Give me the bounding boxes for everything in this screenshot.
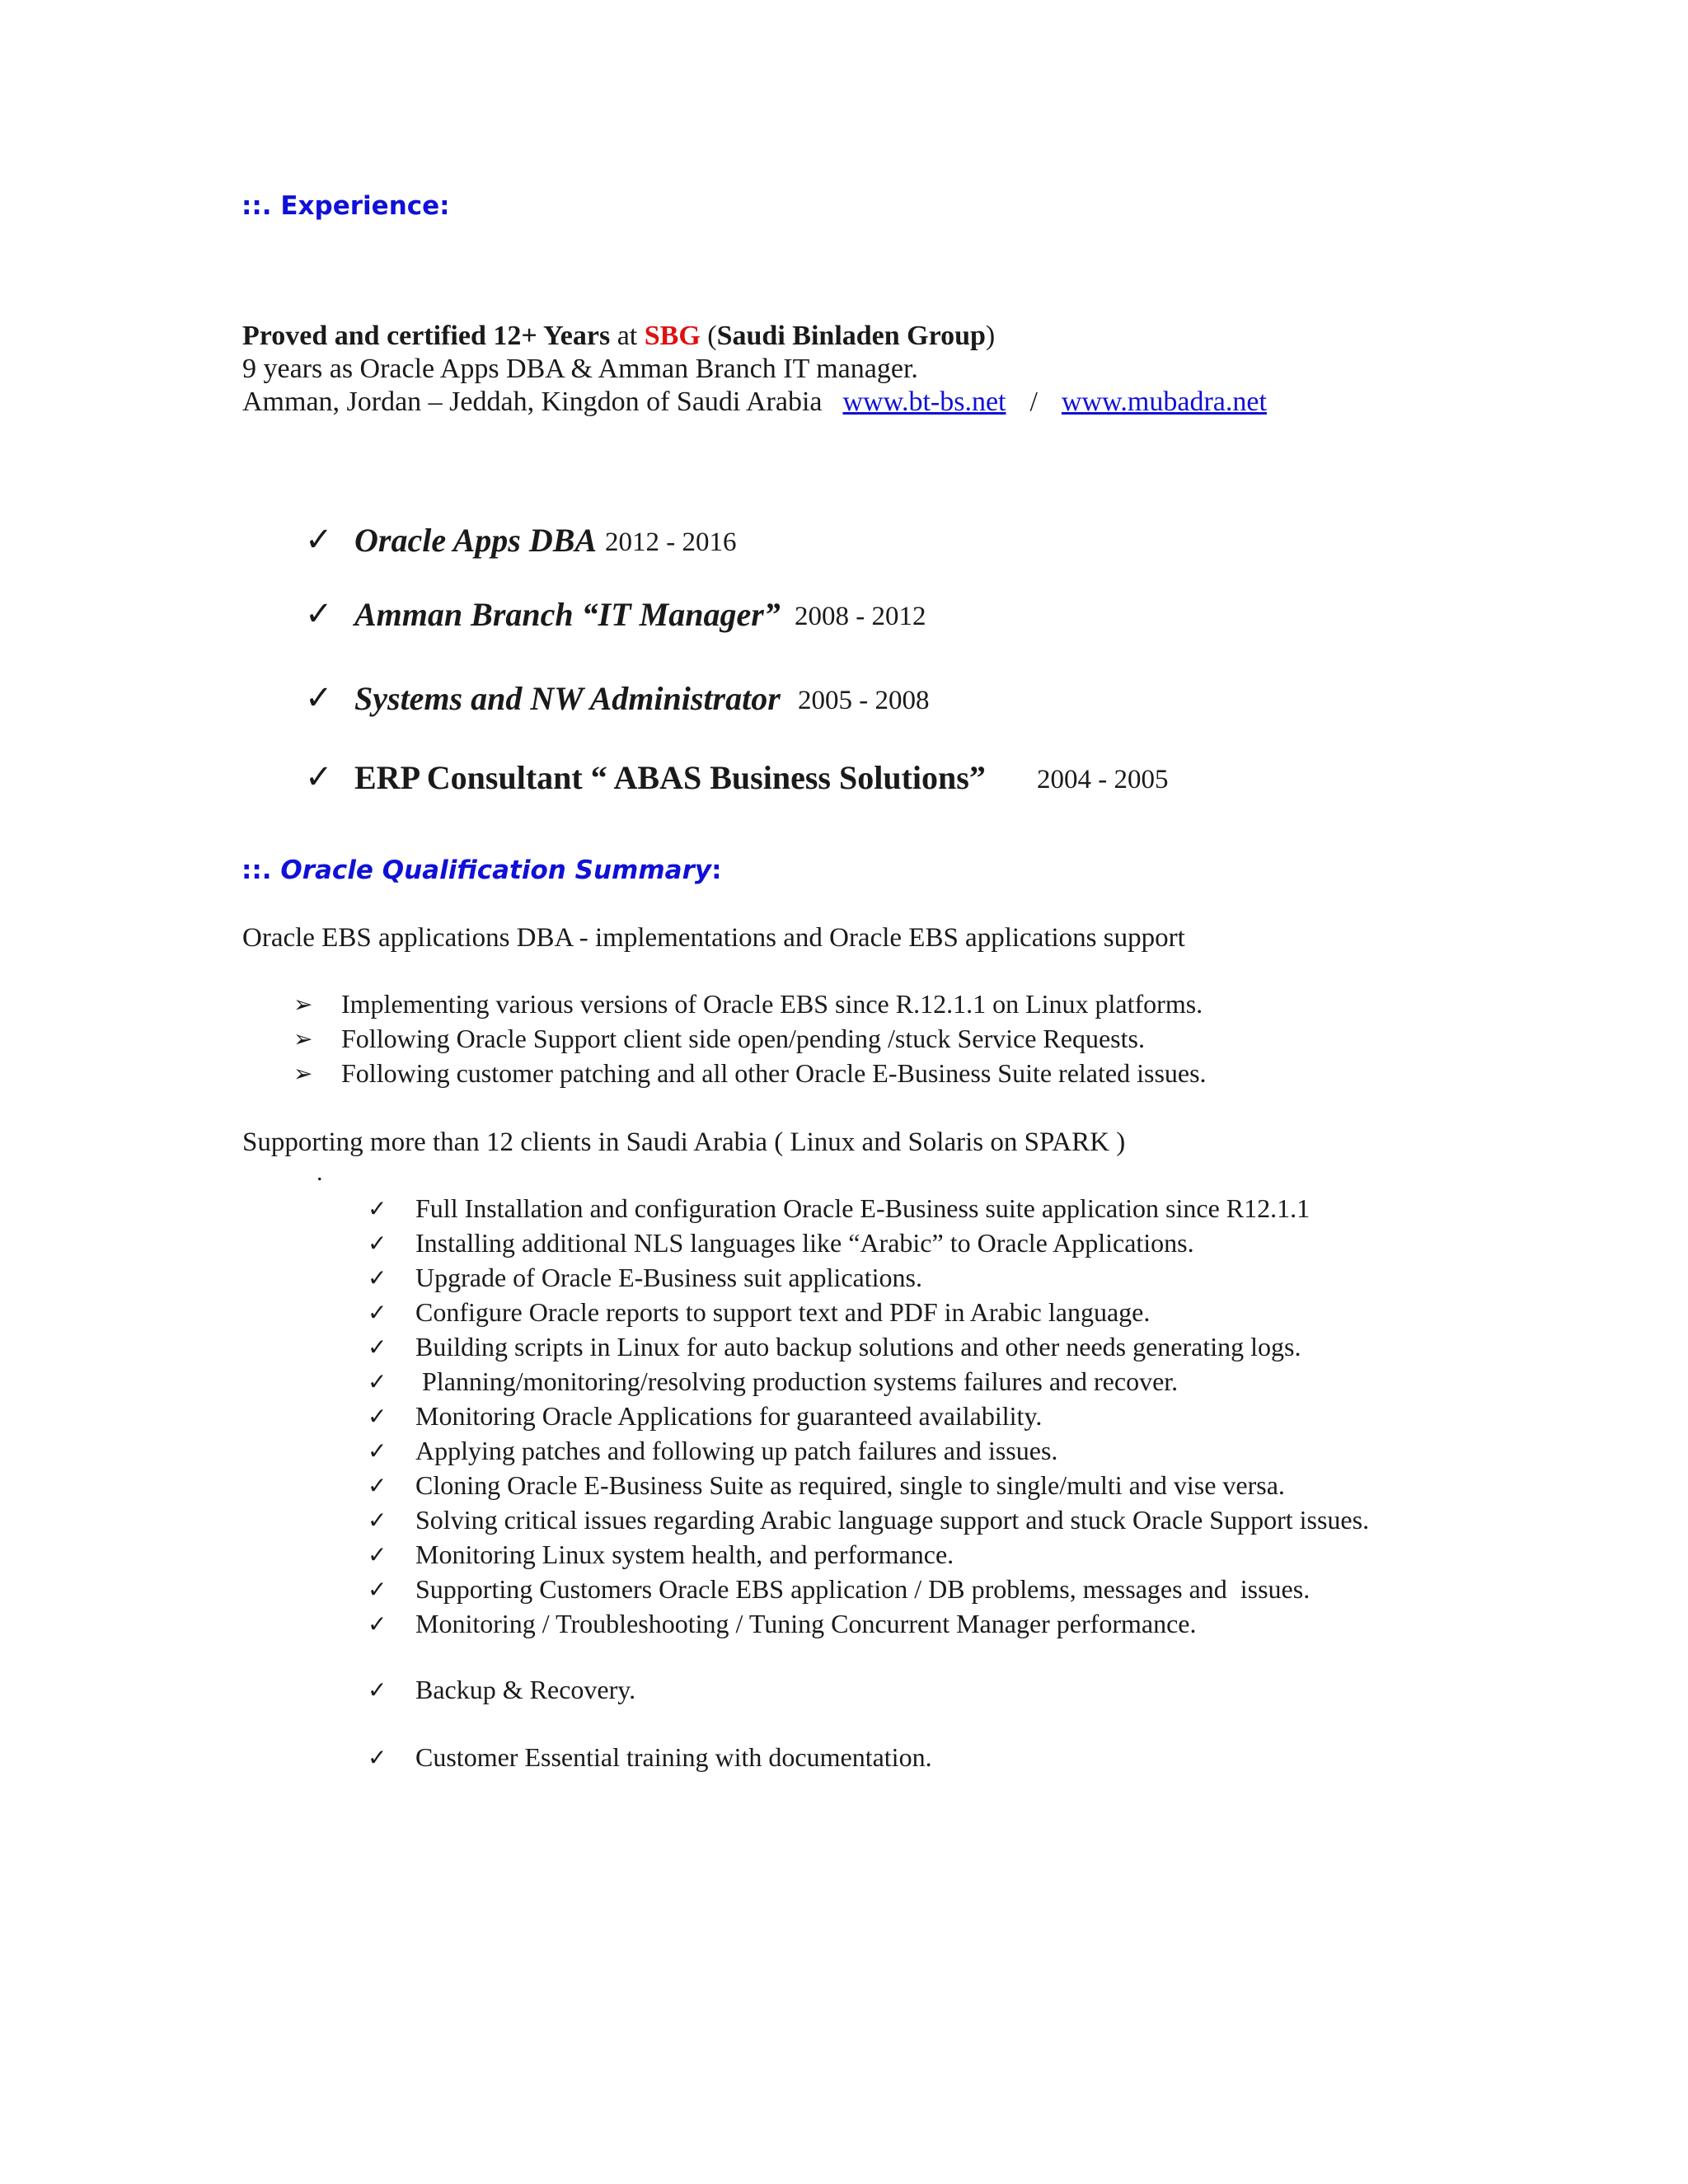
arrow-icon: ➢	[293, 1060, 313, 1087]
experience-heading	[241, 191, 450, 221]
role-title: Amman Branch “IT Manager”	[354, 596, 781, 633]
check-item-text: Solving critical issues regarding Arabic language support and stuck Oracle Support issues.	[415, 1505, 1370, 1535]
check-item-text: Monitoring / Troubleshooting / Tuning Concurrent Manager performance.	[415, 1609, 1197, 1638]
certified-years: Proved and certified 12+ Years	[242, 321, 611, 351]
heading-suffix: :	[711, 855, 722, 885]
heading-prefix: ::.	[241, 191, 281, 221]
check-icon: ✓	[305, 758, 333, 796]
check-item-text: Customer Essential training with documentation.	[415, 1742, 932, 1772]
arrow-icon: ➢	[293, 1025, 313, 1052]
check-icon: ✓	[368, 1472, 387, 1499]
heading-text: Experience:	[280, 191, 450, 221]
check-icon: ✓	[368, 1676, 387, 1704]
check-item-text: Applying patches and following up patch failures and issues.	[415, 1436, 1058, 1465]
check-item-text: Configure Oracle reports to support text and PDF in Arabic language.	[415, 1297, 1151, 1327]
check-item-text: Full Installation and configuration Oracle E-Business suite application since R12.1.1	[415, 1193, 1311, 1223]
link-mubadra[interactable]: www.mubadra.net	[1061, 387, 1267, 417]
role-title: ERP Consultant “ ABAS Business Solutions”	[354, 759, 986, 796]
heading-text: Oracle Qualification Summary	[280, 855, 712, 885]
check-item-text: Monitoring Oracle Applications for guaranteed availability.	[415, 1401, 1043, 1431]
check-item-text: Cloning Oracle E-Business Suite as required, single to single/multi and vise versa.	[415, 1470, 1285, 1500]
company-full-name: Saudi Binladen Group	[716, 321, 986, 351]
stray-dot: .	[316, 1159, 323, 1186]
check-item-text: Installing additional NLS languages like “Arabic” to Oracle Applications.	[415, 1228, 1194, 1258]
arrow-item-text: Implementing various versions of Oracle EBS since R.12.1.1 on Linux platforms.	[341, 989, 1203, 1019]
paren-open: (	[700, 321, 717, 351]
check-item-text: Upgrade of Oracle E-Business suit applications.	[415, 1263, 922, 1292]
arrow-item-text: Following Oracle Support client side open/pending /stuck Service Requests.	[341, 1024, 1145, 1053]
at-text: at	[610, 321, 645, 351]
qualification-heading	[241, 855, 721, 885]
paren-close: )	[985, 321, 996, 351]
check-icon: ✓	[368, 1541, 387, 1568]
check-icon: ✓	[368, 1744, 387, 1771]
arrow-icon: ➢	[293, 991, 313, 1018]
experience-line-1	[242, 320, 995, 353]
check-icon: ✓	[368, 1264, 387, 1291]
link-bt-bs[interactable]: www.bt-bs.net	[842, 387, 1006, 417]
check-icon: ✓	[368, 1507, 387, 1534]
check-item-text: Backup & Recovery.	[415, 1675, 636, 1704]
check-icon: ✓	[368, 1576, 387, 1603]
role-title: Systems and NW Administrator	[354, 680, 781, 717]
role-years: 2008 - 2012	[795, 602, 926, 631]
role-title: Oracle Apps DBA	[354, 522, 598, 559]
check-item-text: Building scripts in Linux for auto backup solutions and other needs generating logs.	[415, 1332, 1301, 1361]
check-icon: ✓	[305, 595, 333, 633]
qualification-intro: Oracle EBS applications DBA - implementations and Oracle EBS applications support	[242, 923, 1185, 953]
check-icon: ✓	[368, 1368, 387, 1395]
link-separator: /	[1029, 387, 1038, 417]
arrow-item-text: Following customer patching and all other Oracle E-Business Suite related issues.	[341, 1058, 1207, 1088]
experience-line-3	[242, 386, 1267, 419]
experience-line-2: 9 years as Oracle Apps DBA & Amman Branch IT manager.	[242, 354, 918, 384]
check-icon: ✓	[305, 521, 333, 559]
role-years: 2005 - 2008	[798, 686, 930, 715]
check-item-text: Monitoring Linux system health, and performance.	[415, 1540, 954, 1569]
check-icon: ✓	[368, 1230, 387, 1257]
check-icon: ✓	[368, 1437, 387, 1465]
check-item-text: Planning/monitoring/resolving production systems failures and recover.	[415, 1366, 1179, 1396]
check-icon: ✓	[368, 1299, 387, 1326]
role-years: 2012 - 2016	[605, 527, 737, 557]
check-item-text: Supporting Customers Oracle EBS application / DB problems, messages and issues.	[415, 1574, 1311, 1604]
check-icon: ✓	[368, 1195, 387, 1222]
heading-prefix: ::.	[241, 855, 281, 885]
support-line: Supporting more than 12 clients in Saudi Arabia ( Linux and Solaris on SPARK )	[242, 1127, 1126, 1157]
location-text: Amman, Jordan – Jeddah, Kingdon of Saudi Arabia	[242, 387, 823, 417]
check-icon: ✓	[305, 679, 333, 717]
role-years: 2004 - 2005	[1037, 765, 1169, 794]
check-icon: ✓	[368, 1403, 387, 1430]
check-icon: ✓	[368, 1610, 387, 1638]
company-abbrev: SBG	[644, 321, 701, 351]
check-icon: ✓	[368, 1333, 387, 1361]
